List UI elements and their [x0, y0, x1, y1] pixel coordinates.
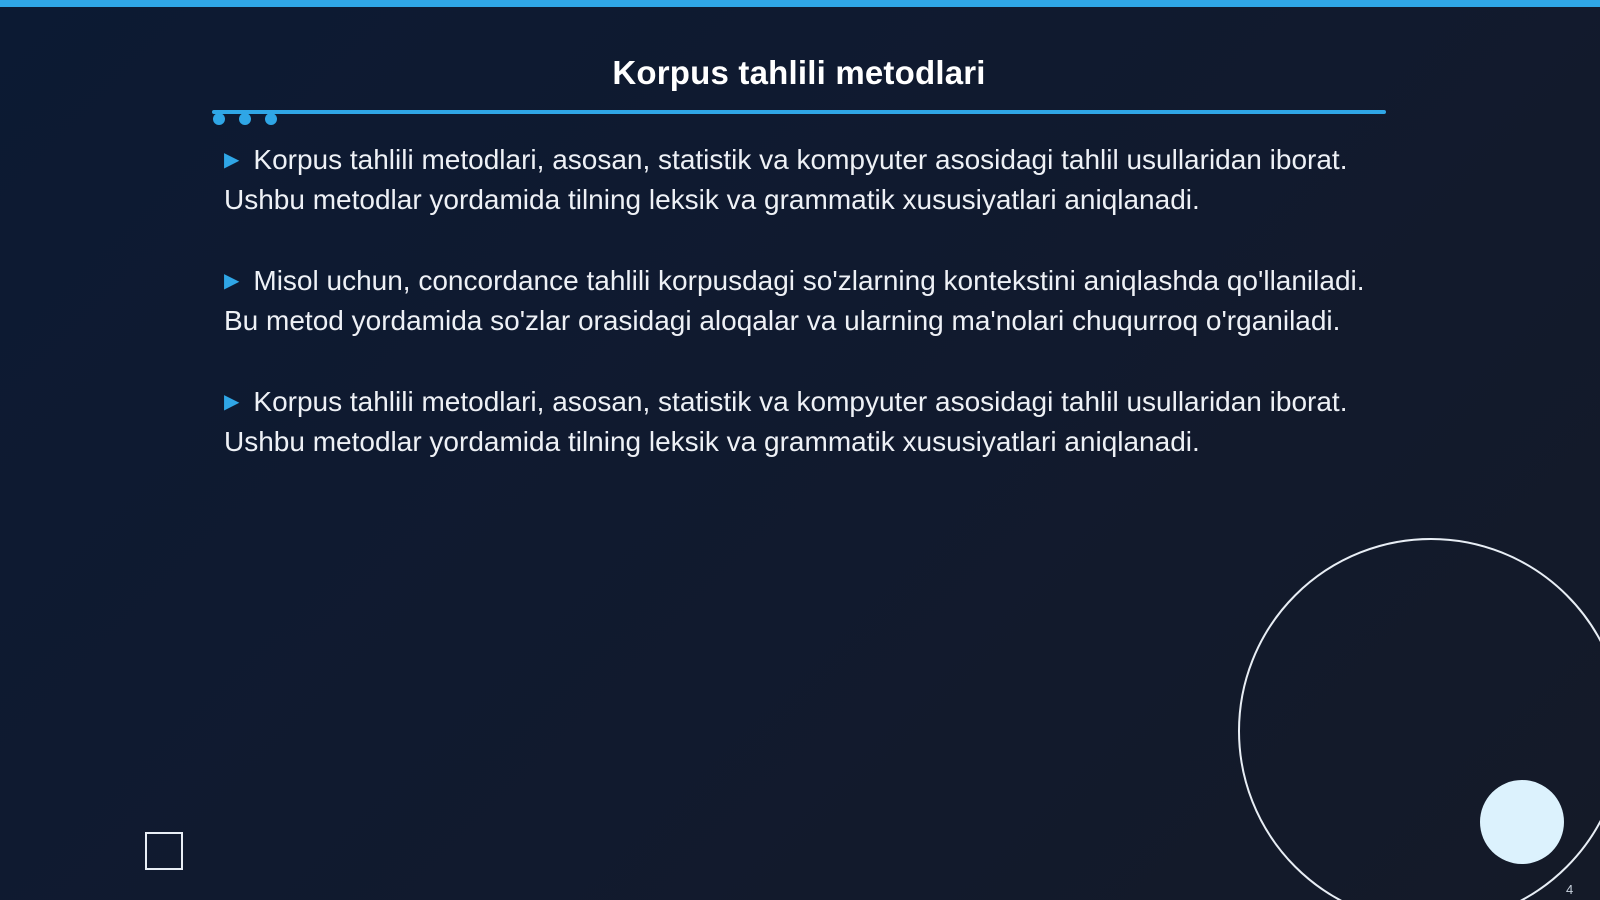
top-accent-bar [0, 0, 1600, 7]
decorative-dot [239, 113, 251, 125]
bullet-text: Korpus tahlili metodlari, asosan, statistik va kompyuter asosidagi tahlil usullaridan iborat. Ushbu metodlar yordamida tilning leksik va grammatik xususiyatlari aniqlanadi. [224, 144, 1348, 215]
decorative-square-outline [145, 832, 183, 870]
bullet-text: Misol uchun, concordance tahlili korpusdagi so'zlarning kontekstini aniqlashda qo'llaniladi. Bu metod yordamida so'zlar orasidagi aloqalar va ularning ma'nolari chuqurroq o'rganiladi. [224, 265, 1365, 336]
bullet-item [224, 382, 1374, 462]
decorative-dot [213, 113, 225, 125]
page-number: 4 [1566, 882, 1574, 897]
bullet-item [224, 261, 1374, 341]
slide-title: Korpus tahlili metodlari [612, 54, 986, 91]
triangle-right-icon: ▶ [224, 270, 240, 292]
bullet-item [224, 140, 1374, 220]
triangle-right-icon: ▶ [224, 391, 240, 413]
bullet-list [224, 140, 1374, 503]
decorative-circle-filled [1480, 780, 1564, 864]
triangle-right-icon: ▶ [224, 149, 240, 171]
bullet-text: Korpus tahlili metodlari, asosan, statistik va kompyuter asosidagi tahlil usullaridan iborat. Ushbu metodlar yordamida tilning leksik va grammatik xususiyatlari aniqlanadi. [224, 386, 1348, 457]
decorative-dot [265, 113, 277, 125]
title-underline [212, 110, 1386, 114]
